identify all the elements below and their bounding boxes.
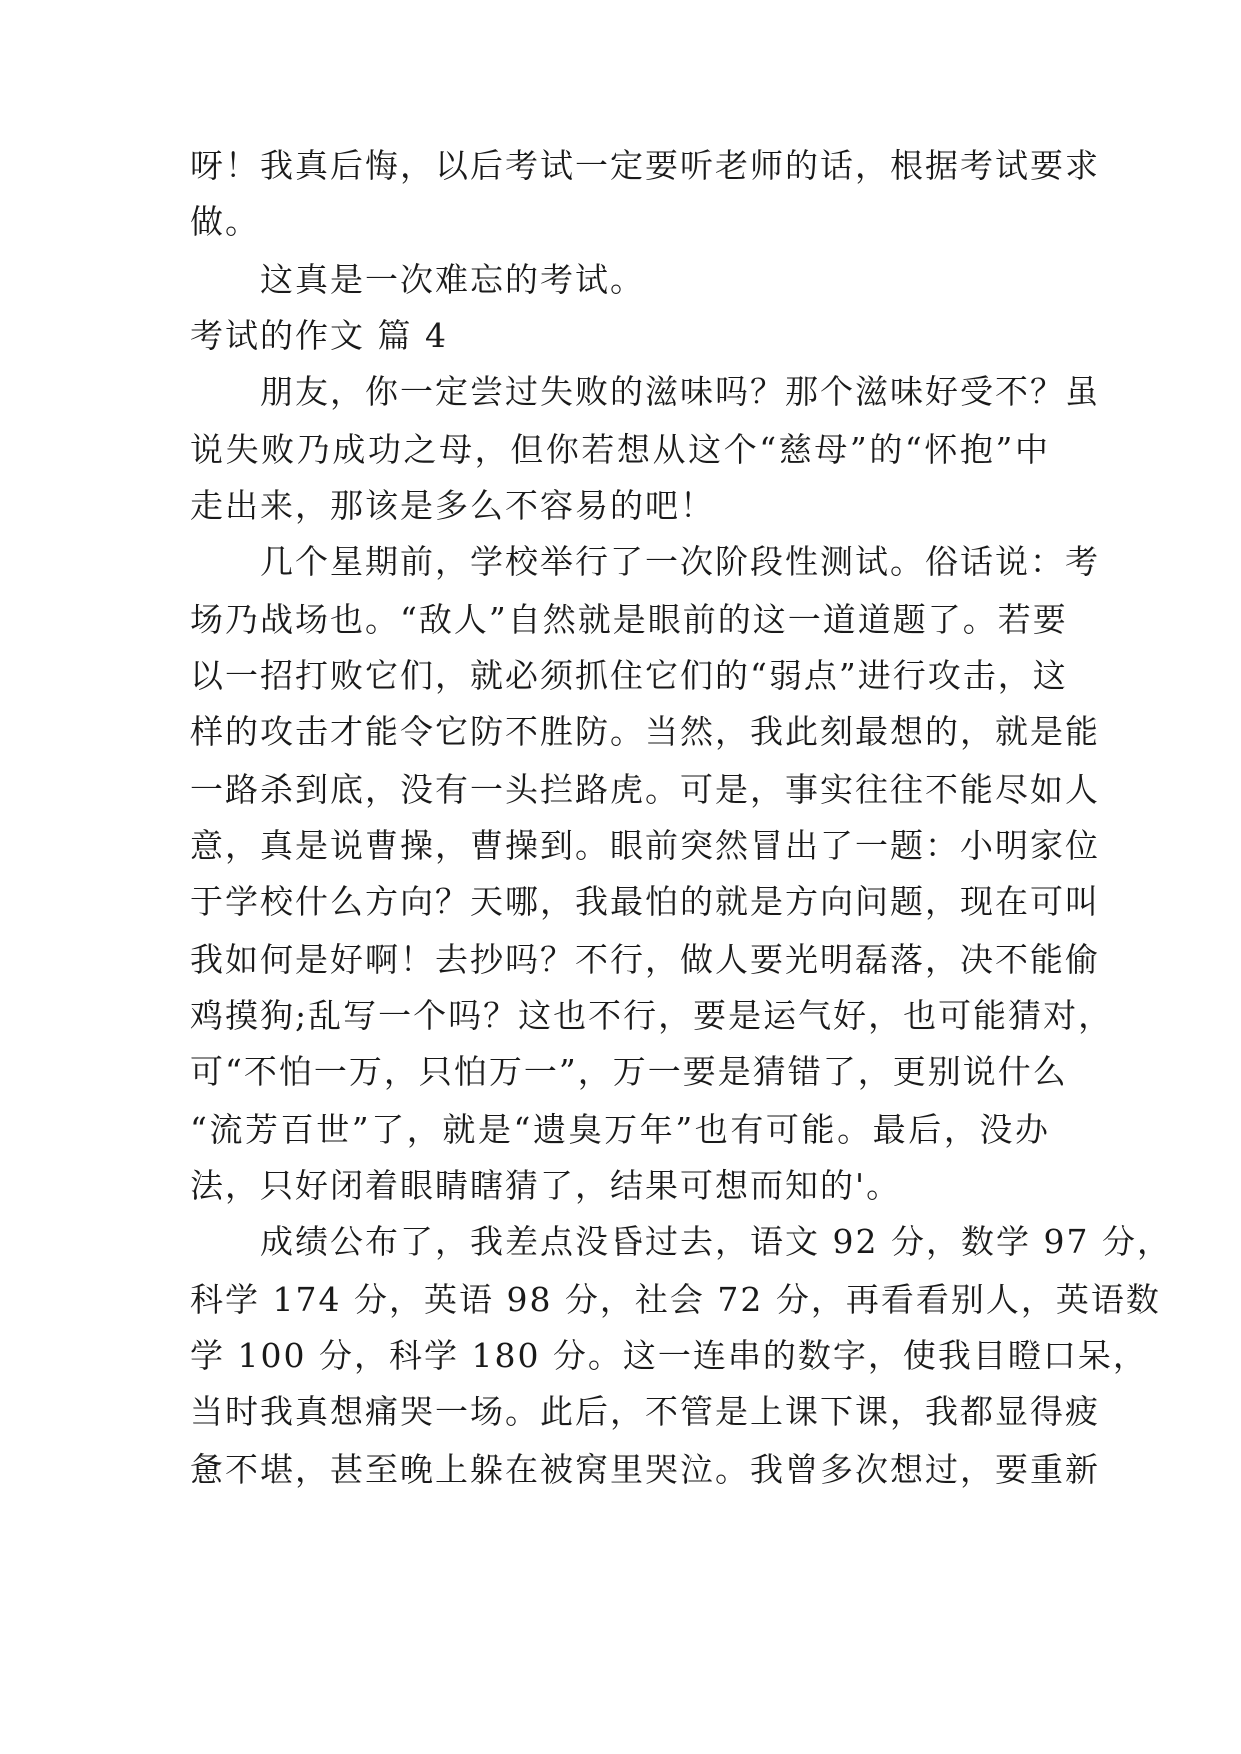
text-line: “流芳百世”了，就是“遗臭万年”也有可能。最后，没办 [190, 1110, 1050, 1149]
text-line: 当时我真想痛哭一场。此后，不管是上课下课，我都显得疲 [190, 1392, 1100, 1431]
text-line: 朋友，你一定尝过失败的滋味吗？那个滋味好受不？虽 [190, 372, 1100, 411]
text-line: 做。 [190, 202, 260, 241]
text-line: 走出来，那该是多么不容易的吧！ [190, 486, 715, 525]
text-line: 意，真是说曹操，曹操到。眼前突然冒出了一题：小明家位 [190, 826, 1100, 865]
text-line: 说失败乃成功之母，但你若想从这个“慈母”的“怀抱”中 [190, 430, 1050, 469]
text-line: 几个星期前，学校举行了一次阶段性测试。俗话说：考 [190, 542, 1100, 581]
text-line: 鸡摸狗;乱写一个吗？这也不行，要是运气好，也可能猜对， [190, 996, 1114, 1035]
text-line: 学 100 分，科学 180 分。这一连串的数字，使我目瞪口呆， [190, 1336, 1148, 1375]
text-line: 可“不怕一万，只怕万一”，万一要是猜错了，更别说什么 [190, 1052, 1068, 1091]
text-line: 我如何是好啊！去抄吗？不行，做人要光明磊落，决不能偷 [190, 940, 1100, 979]
text-line: 于学校什么方向？天哪，我最怕的就是方向问题，现在可叫 [190, 882, 1100, 921]
text-line: 呀！我真后悔，以后考试一定要听老师的话，根据考试要求 [190, 146, 1100, 185]
text-line: 这真是一次难忘的考试。 [190, 260, 645, 299]
text-line: 样的攻击才能令它防不胜防。当然，我此刻最想的，就是能 [190, 712, 1100, 751]
text-line: 一路杀到底，没有一头拦路虎。可是，事实往往不能尽如人 [190, 770, 1100, 809]
text-line: 成绩公布了，我差点没昏过去，语文 92 分，数学 97 分， [190, 1222, 1172, 1261]
text-line: 科学 174 分，英语 98 分，社会 72 分，再看看别人，英语数 [190, 1280, 1161, 1319]
section-heading: 考试的作文 篇 4 [190, 316, 448, 355]
text-line: 法，只好闭着眼睛瞎猜了，结果可想而知的'。 [190, 1166, 902, 1205]
text-line: 场乃战场也。“敌人”自然就是眼前的这一道道题了。若要 [190, 600, 1068, 639]
text-line: 惫不堪，甚至晚上躲在被窝里哭泣。我曾多次想过，要重新 [190, 1450, 1100, 1489]
text-line: 以一招打败它们，就必须抓住它们的“弱点”进行攻击，这 [190, 656, 1068, 695]
